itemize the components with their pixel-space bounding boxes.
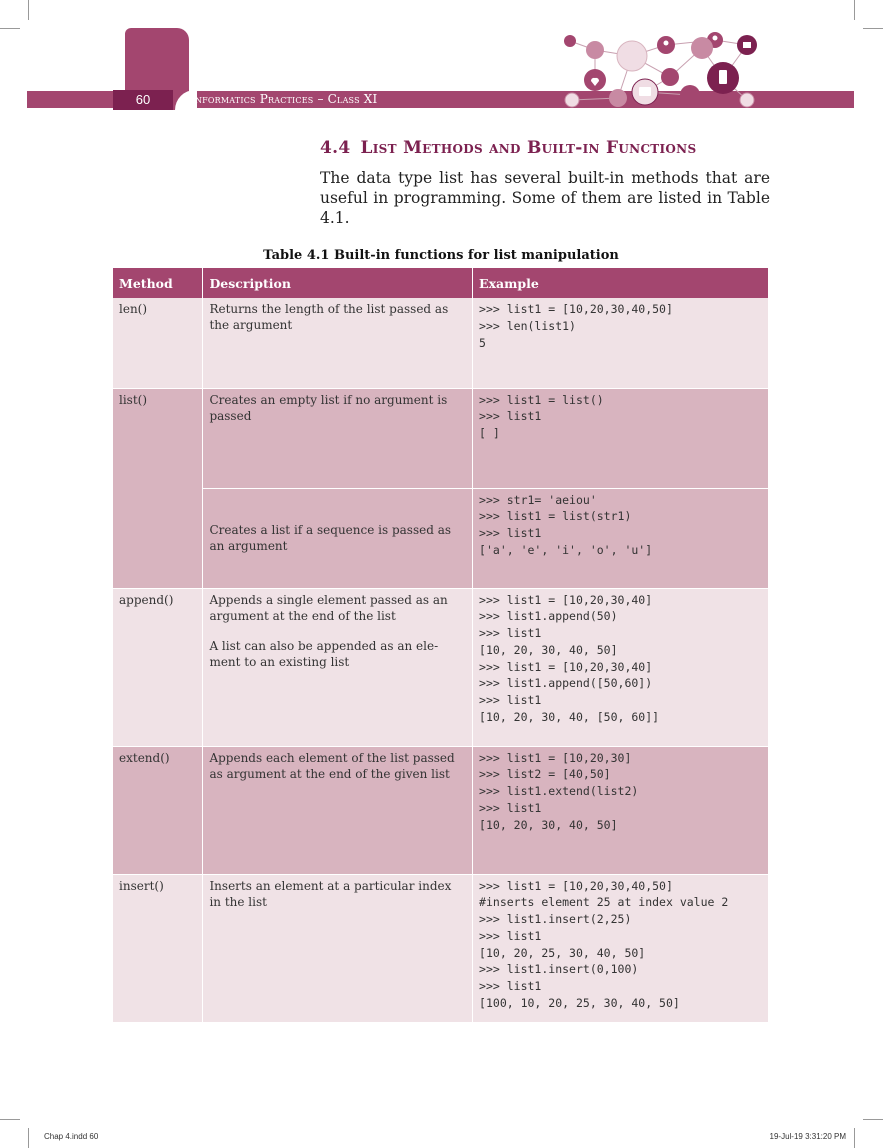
method-cell: extend() — [113, 746, 203, 874]
method-cell: insert() — [113, 874, 203, 1022]
example-cell: >>> str1= 'aeiou' >>> list1 = list(str1) >>> list1 ['a', 'e', 'i', 'o', 'u'] — [473, 488, 769, 588]
example-cell: >>> list1 = [10,20,30,40] >>> list1.append(50) >>> list1 [10, 20, 30, 40, 50] >>> list1 = [10,20,30,40] >>> list1.append([50,60]) >>> list1 [10, 20, 30, 40, [50, 60]] — [473, 588, 769, 746]
list-functions-table — [113, 268, 769, 1023]
table-row — [113, 588, 769, 746]
book-title: Informatics Practices – Class XI — [190, 92, 378, 106]
method-cell: list() — [113, 388, 203, 588]
section-title: List Methods and Built-in Functions — [360, 138, 697, 158]
description-note: A list can also be appended as an ele-ment to an existing list — [209, 638, 439, 669]
description-cell: Creates a list if a sequence is passed as an argument — [203, 488, 473, 588]
section-heading — [320, 138, 696, 158]
table-caption: Table 4.1 Built-in functions for list manipulation — [263, 248, 619, 263]
description-cell: Inserts an element at a particular index in the list — [203, 874, 473, 1022]
crop-mark — [0, 28, 20, 29]
crop-mark — [863, 28, 883, 29]
crop-mark — [863, 1119, 883, 1120]
table-row — [113, 874, 769, 1022]
header-description: Description — [203, 268, 473, 298]
social-network-illustration — [560, 28, 770, 110]
crop-mark — [854, 1128, 855, 1148]
method-cell: len() — [113, 298, 203, 388]
footer-file-info: Chap 4.indd 60 — [44, 1132, 99, 1141]
description-text: Appends a single element passed as an argument at the end of the list — [209, 592, 448, 623]
method-cell: append() — [113, 588, 203, 746]
description-cell: Creates an empty list if no argument is passed — [203, 388, 473, 488]
example-cell: >>> list1 = list() >>> list1 [ ] — [473, 388, 769, 488]
page-number: 60 — [113, 90, 173, 110]
section-number: 4.4 — [320, 138, 351, 158]
table-row — [113, 298, 769, 388]
crop-mark — [28, 1128, 29, 1148]
table-header-row — [113, 268, 769, 298]
table-row — [113, 388, 769, 488]
description-cell: Appends each element of the list passed as argument at the end of the given list — [203, 746, 473, 874]
example-cell: >>> list1 = [10,20,30,40,50] #inserts element 25 at index value 2 >>> list1.insert(2,25) >>> list1 [10, 20, 25, 30, 40, 50] >>> list1.insert(0,100) >>> list1 [100, 10, 20, 25, 30, 40, 50] — [473, 874, 769, 1022]
crop-mark — [854, 0, 855, 20]
description-cell — [203, 588, 473, 746]
crop-mark — [28, 0, 29, 20]
description-cell: Returns the length of the list passed as the argument — [203, 298, 473, 388]
table-row — [113, 488, 769, 588]
crop-mark — [0, 1119, 20, 1120]
example-cell: >>> list1 = [10,20,30,40,50] >>> len(list1) 5 — [473, 298, 769, 388]
intro-paragraph: The data type list has several built-in methods that are useful in programming. Some of them are listed in Table 4.1. — [320, 169, 770, 227]
header-example: Example — [473, 268, 769, 298]
footer-timestamp: 19-Jul-19 3:31:20 PM — [769, 1132, 846, 1141]
example-cell: >>> list1 = [10,20,30] >>> list2 = [40,50] >>> list1.extend(list2) >>> list1 [10, 20, 30, 40, 50] — [473, 746, 769, 874]
header-method: Method — [113, 268, 203, 298]
table-row — [113, 746, 769, 874]
